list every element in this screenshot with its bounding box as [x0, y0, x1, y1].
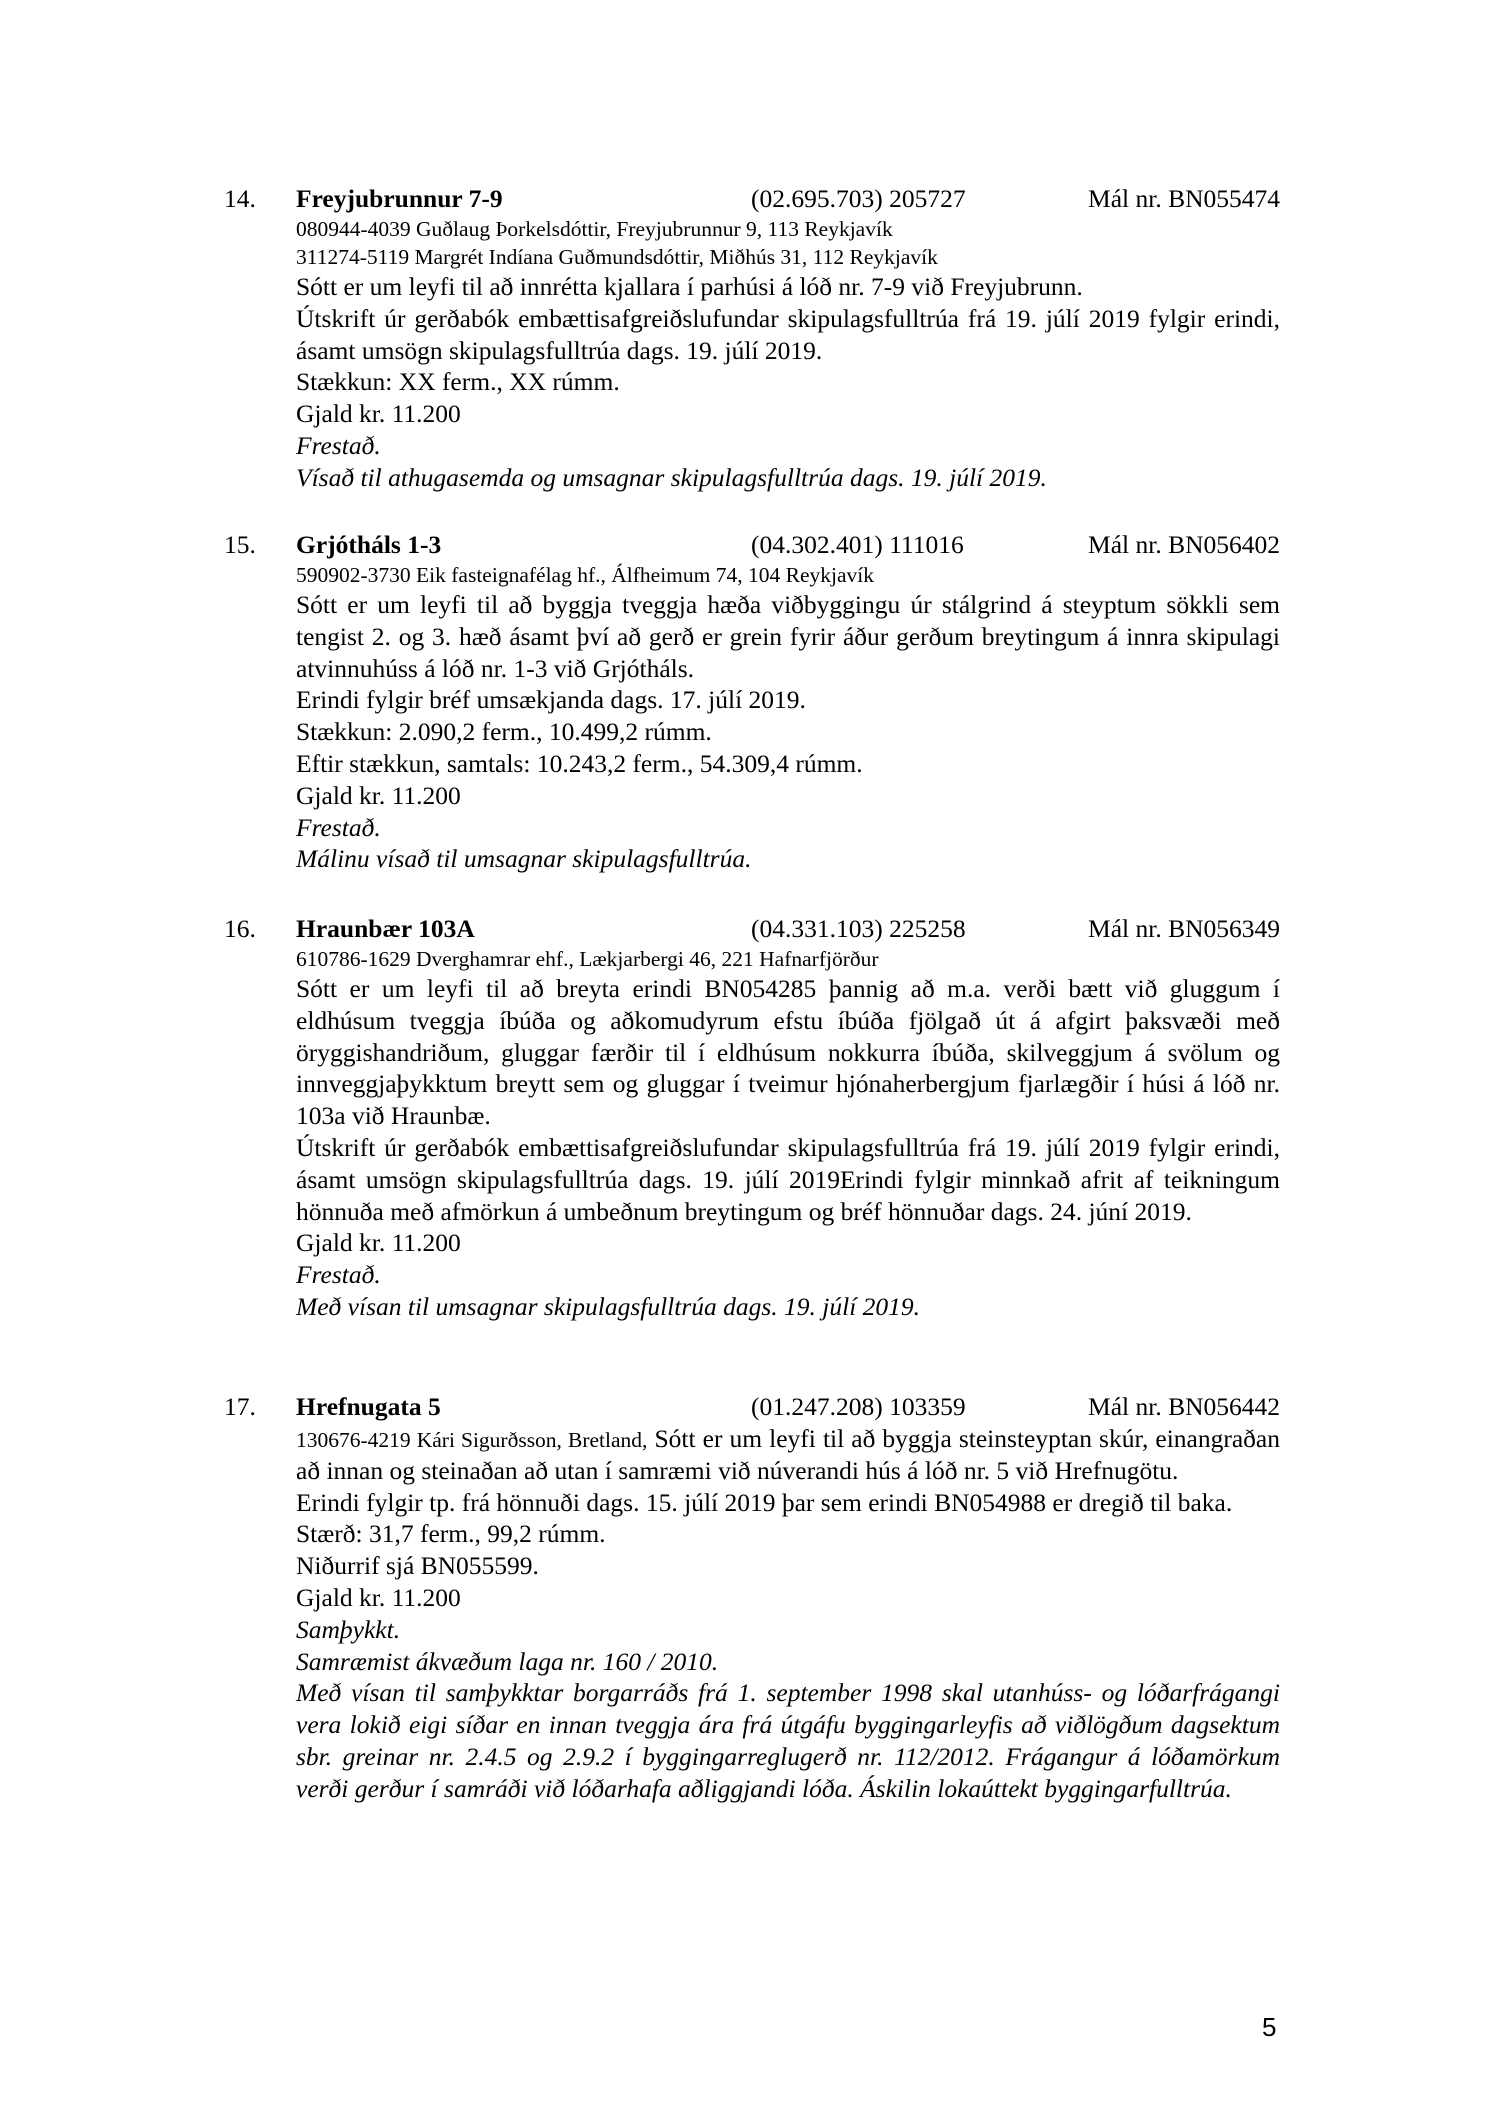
case-fee: Gjald kr. 11.200	[296, 399, 461, 429]
case-number: 14.	[224, 184, 256, 213]
case-paragraph: Erindi fylgir tp. frá hönnuði dags. 15. júlí 2019 þar sem erindi BN054988 er dregið til baka.	[296, 1487, 1233, 1517]
case-file-number: Mál nr. BN056402	[1088, 530, 1280, 559]
case-paragraph: Stærð: 31,7 ferm., 99,2 rúmm.	[296, 1519, 606, 1549]
case-title: Hrefnugata 5	[296, 1392, 441, 1421]
case-header	[224, 1390, 1280, 1423]
case-paragraph: Stækkun: XX ferm., XX rúmm.	[296, 367, 620, 397]
case-reference: (04.302.401) 111016	[751, 530, 964, 559]
case-title: Grjótháls 1-3	[296, 530, 442, 559]
case-decision: Frestað.	[296, 1260, 381, 1290]
applicant: 610786-1629 Dverghamrar ehf., Lækjarbergi 46, 221 Hafnarfjörður	[296, 947, 879, 971]
page-number: 5	[1262, 2012, 1277, 2042]
case-number: 17.	[224, 1392, 256, 1421]
case-decision-note: Samræmist ákvæðum laga nr. 160 / 2010.	[296, 1646, 719, 1676]
case-decision: Frestað.	[296, 812, 381, 842]
case-paragraph: Stækkun: 2.090,2 ferm., 10.499,2 rúmm.	[296, 717, 712, 747]
case-body	[296, 215, 1280, 494]
case-body	[296, 1423, 1280, 1805]
case-14	[224, 182, 1280, 494]
case-fee: Gjald kr. 11.200	[296, 780, 461, 810]
case-header	[224, 182, 1280, 215]
case-decision: Samþykkt.	[296, 1614, 401, 1644]
applicant: 311274-5119 Margrét Indíana Guðmundsdóttir, Miðhús 31, 112 Reykjavík	[296, 245, 938, 269]
case-paragraph: Sótt er um leyfi til að byggja tveggja hæða viðbyggingu úr stálgrind á steyptum sökkli sem tengist 2. og 3. hæð ásamt því að gerð er grein fyrir áður gerðum breytingum á innra skipulagi atvinnuhúss á lóð nr. 1-3 við Grjótháls.	[296, 590, 1280, 683]
case-decision: Frestað.	[296, 430, 381, 460]
case-fee: Gjald kr. 11.200	[296, 1582, 461, 1612]
case-reference: (01.247.208) 103359	[751, 1392, 966, 1421]
case-decision-note: Málinu vísað til umsagnar skipulagsfulltrúa.	[296, 844, 752, 874]
case-decision-note: Með vísan til umsagnar skipulagsfulltrúa dags. 19. júlí 2019.	[296, 1291, 921, 1321]
case-decision-note: Vísað til athugasemda og umsagnar skipulagsfulltrúa dags. 19. júlí 2019.	[296, 462, 1047, 492]
case-paragraph-text: Sótt er um leyfi til að byggja steinsteyptan skúr, einangraðan að innan og steinaðan að utan í samræmi við núverandi hús á lóð nr. 5 við Hrefnugötu.	[296, 1424, 1280, 1485]
case-body	[296, 945, 1280, 1323]
case-file-number: Mál nr. BN056349	[1088, 914, 1280, 943]
case-fee: Gjald kr. 11.200	[296, 1228, 461, 1258]
case-body	[296, 561, 1280, 875]
case-reference: (04.331.103) 225258	[751, 914, 966, 943]
case-paragraph: Útskrift úr gerðabók embættisafgreiðslufundar skipulagsfulltrúa frá 19. júlí 2019 fylgir erindi, ásamt umsögn skipulagsfulltrúa dags. 19. júlí 2019.	[296, 303, 1280, 365]
case-paragraph: Niðurrif sjá BN055599.	[296, 1551, 539, 1581]
case-file-number: Mál nr. BN056442	[1088, 1392, 1280, 1421]
case-17	[224, 1390, 1280, 1805]
case-header	[224, 528, 1280, 561]
case-paragraph: Erindi fylgir bréf umsækjanda dags. 17. júlí 2019.	[296, 685, 806, 715]
case-decision-note: Með vísan til samþykktar borgarráðs frá 1. september 1998 skal utanhúss- og lóðarfrágangi vera lokið eigi síðar en innan tveggja ára frá útgáfu byggingarleyfis að viðlögðum dagsektum sbr. greinar nr. 2.4.5 og 2.9.2 í byggingarreglugerð nr. 112/2012. Frágangur á lóðamörkum verði gerður í samráði við lóðarhafa aðliggjandi lóða. Áskilin lokaúttekt byggingarfulltrúa.	[296, 1678, 1280, 1803]
case-file-number: Mál nr. BN055474	[1088, 184, 1280, 213]
case-paragraph: Sótt er um leyfi til að breyta erindi BN054285 þannig að m.a. verði bætt við gluggum í eldhúsum tveggja íbúða og aðkomudyrum efstu íbúða fjölgað út á afgirt þaksvæði með öryggishandriðum, gluggar færðir til í eldhúsum nokkurra íbúða, skilveggjum á svölum og innveggjaþykktum breytt sem og gluggar í tveimur hjónaherbergjum fjarlægðir í húsi á lóð nr. 103a við Hraunbæ.	[296, 974, 1280, 1131]
case-number: 15.	[224, 530, 256, 559]
case-15	[224, 528, 1280, 875]
case-reference: (02.695.703) 205727	[751, 184, 966, 213]
case-title: Freyjubrunnur 7-9	[296, 184, 503, 213]
case-header	[224, 912, 1280, 945]
applicant: 130676-4219 Kári Sigurðsson, Bretland,	[296, 1428, 648, 1452]
case-number: 16.	[224, 914, 256, 943]
applicant: 590902-3730 Eik fasteignafélag hf., Álfheimum 74, 104 Reykjavík	[296, 563, 874, 587]
case-paragraph	[296, 1423, 1280, 1487]
case-paragraph: Eftir stækkun, samtals: 10.243,2 ferm., 54.309,4 rúmm.	[296, 748, 863, 778]
case-16	[224, 912, 1280, 1323]
applicant: 080944-4039 Guðlaug Þorkelsdóttir, Freyjubrunnur 9, 113 Reykjavík	[296, 217, 893, 241]
case-paragraph: Sótt er um leyfi til að innrétta kjallara í parhúsi á lóð nr. 7-9 við Freyjubrunn.	[296, 272, 1083, 301]
case-title: Hraunbær 103A	[296, 914, 475, 943]
case-paragraph: Útskrift úr gerðabók embættisafgreiðslufundar skipulagsfulltrúa frá 19. júlí 2019 fylgir erindi, ásamt umsögn skipulagsfulltrúa dags. 19. júlí 2019Erindi fylgir minnkað afrit af teikningum hönnuða með afmörkun á umbeðnum breytingum og bréf hönnuðar dags. 24. júní 2019.	[296, 1132, 1280, 1226]
